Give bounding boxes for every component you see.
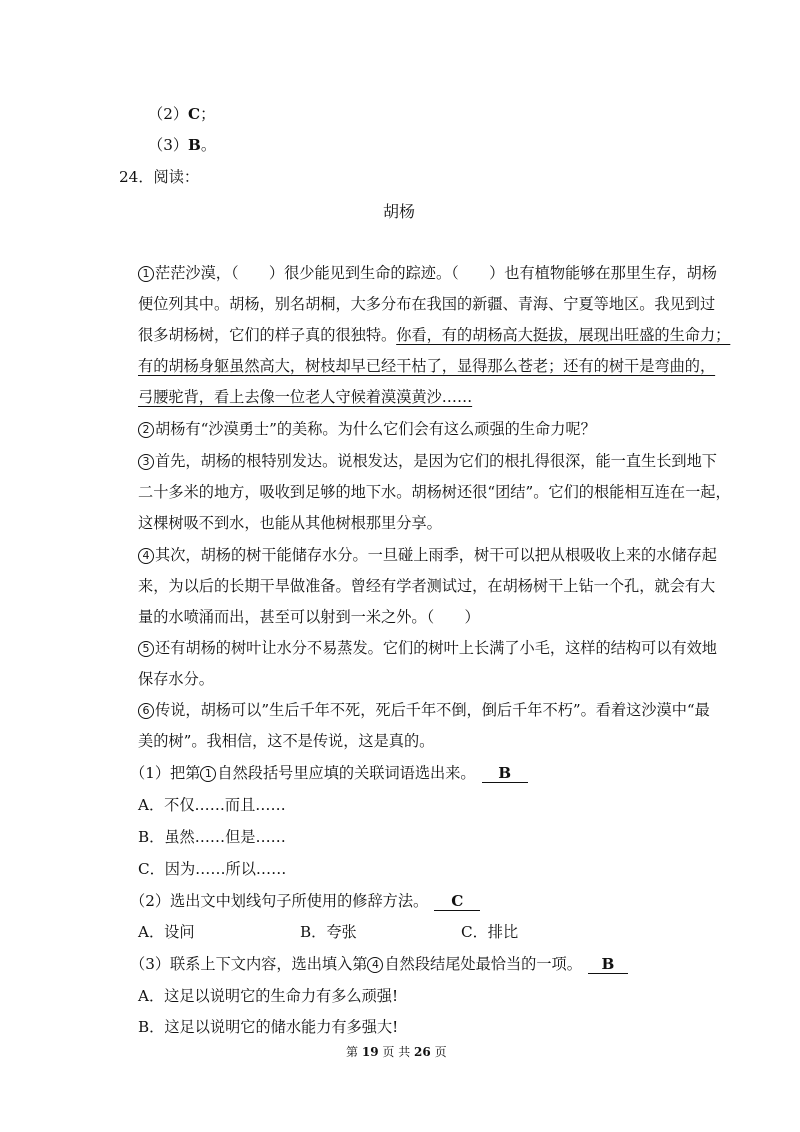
subquestion-3: （3）联系上下文内容，选出填入第 4 自然段结尾处最恰当的一项。 B (130, 953, 628, 975)
para-number-5: 5 (138, 641, 154, 657)
p6-line-2: 美的树”。我相信，这不是传说，这是真的。 (138, 732, 435, 750)
underlined-sentence: 你看，有的胡杨高大挺拔，展现出旺盛的生命力； (396, 326, 731, 344)
subquestion-1: （1）把第 1 自然段括号里应填的关联词语选出来。 B (130, 762, 528, 784)
p1-line-4-underlined: 有的胡杨身躯虽然高大，树枝却早已经干枯了，显得那么苍老；还有的树干是弯曲的， (138, 357, 716, 375)
subquestion-2: （2）选出文中划线句子所使用的修辞方法。 C (130, 890, 480, 912)
current-page: 19 (361, 1045, 379, 1059)
total-pages: 26 (414, 1045, 431, 1059)
p6-line-1: 6 传说，胡杨可以”生后千年不死，死后千年不倒，倒后千年不朽”。看着这沙漠中“最 (138, 699, 710, 721)
para-ref-4: 4 (367, 957, 383, 973)
question-number: 24． (119, 168, 154, 186)
q2-option-a: A．设问 (138, 923, 195, 941)
q1-option-c: C．因为……所以…… (138, 860, 287, 878)
question-header (119, 166, 199, 188)
question-label: 阅读： (153, 168, 200, 186)
q1-option-b: B．虽然……但是…… (138, 828, 286, 846)
p1-line-1: 1 茫茫沙漠，（ ）很少能见到生命的踪迹。（ ）也有植物能够在那里生存，胡杨 (138, 262, 717, 284)
para-number-2: 2 (138, 422, 154, 438)
prev-answer-3: （3）B。 (148, 136, 217, 154)
p4-line-1: 4 其次，胡杨的树干能储存水分。一旦碰上雨季，树干可以把从根吸收上来的水储存起 (138, 544, 717, 566)
para-number-3: 3 (138, 454, 154, 470)
p2-line-1: 2 胡杨有“沙漠勇士”的美称。为什么它们会有这么顽强的生命力呢？ (138, 418, 596, 440)
q2-option-c: C．排比 (461, 923, 519, 941)
para-number-6: 6 (138, 703, 154, 719)
page-footer: 第 19 页 共 26 页 (346, 1045, 447, 1059)
q3-option-a: A．这足以说明它的生命力有多么顽强! (138, 987, 399, 1005)
q3-option-b: B．这足以说明它的储水能力有多强大! (138, 1018, 399, 1036)
article-title: 胡杨 (383, 202, 416, 221)
p4-line-3: 量的水喷涌而出，甚至可以射到一米之外。（ ） (138, 608, 480, 626)
para-number-4: 4 (138, 548, 154, 564)
para-ref-1: 1 (200, 766, 216, 782)
p5-line-1: 5 还有胡杨的树叶让水分不易蒸发。它们的树叶上长满了小毛，这样的结构可以有效地 (138, 637, 717, 659)
p1-line-5-underlined: 弓腰驼背，看上去像一位老人守候着漠漠黄沙…… (138, 388, 473, 406)
p3-line-1: 3 首先，胡杨的根特别发达。说根发达，是因为它们的根扎得很深，能一直生长到地下 (138, 450, 717, 472)
p3-line-2: 二十多米的地方，吸收到足够的地下水。胡杨树还很“团结”。它们的根能相互连在一起， (138, 483, 731, 501)
p1-line-3: 很多胡杨树，它们的样子真的很独特。你看，有的胡杨高大挺拔，展现出旺盛的生命力； (138, 326, 731, 344)
prev-answer-2: （2）C； (148, 105, 216, 123)
p4-line-2: 来，为以后的长期干旱做准备。曾经有学者测试过，在胡杨树干上钻一个孔，就会有大 (138, 577, 716, 595)
answer-blank-2: C (434, 892, 480, 911)
para-number-1: 1 (138, 266, 154, 282)
q1-option-a: A．不仅……而且…… (138, 796, 286, 814)
p3-line-3: 这棵树吸不到水，也能从其他树根那里分享。 (138, 514, 442, 532)
answer-blank-3: B (588, 955, 628, 974)
q2-option-b: B．夸张 (300, 923, 357, 941)
p5-line-2: 保存水分。 (138, 670, 214, 688)
p1-line-2: 便位列其中。胡杨，别名胡桐，大多分布在我国的新疆、青海、宁夏等地区。我见到过 (138, 295, 716, 313)
answer-blank-1: B (482, 764, 528, 783)
